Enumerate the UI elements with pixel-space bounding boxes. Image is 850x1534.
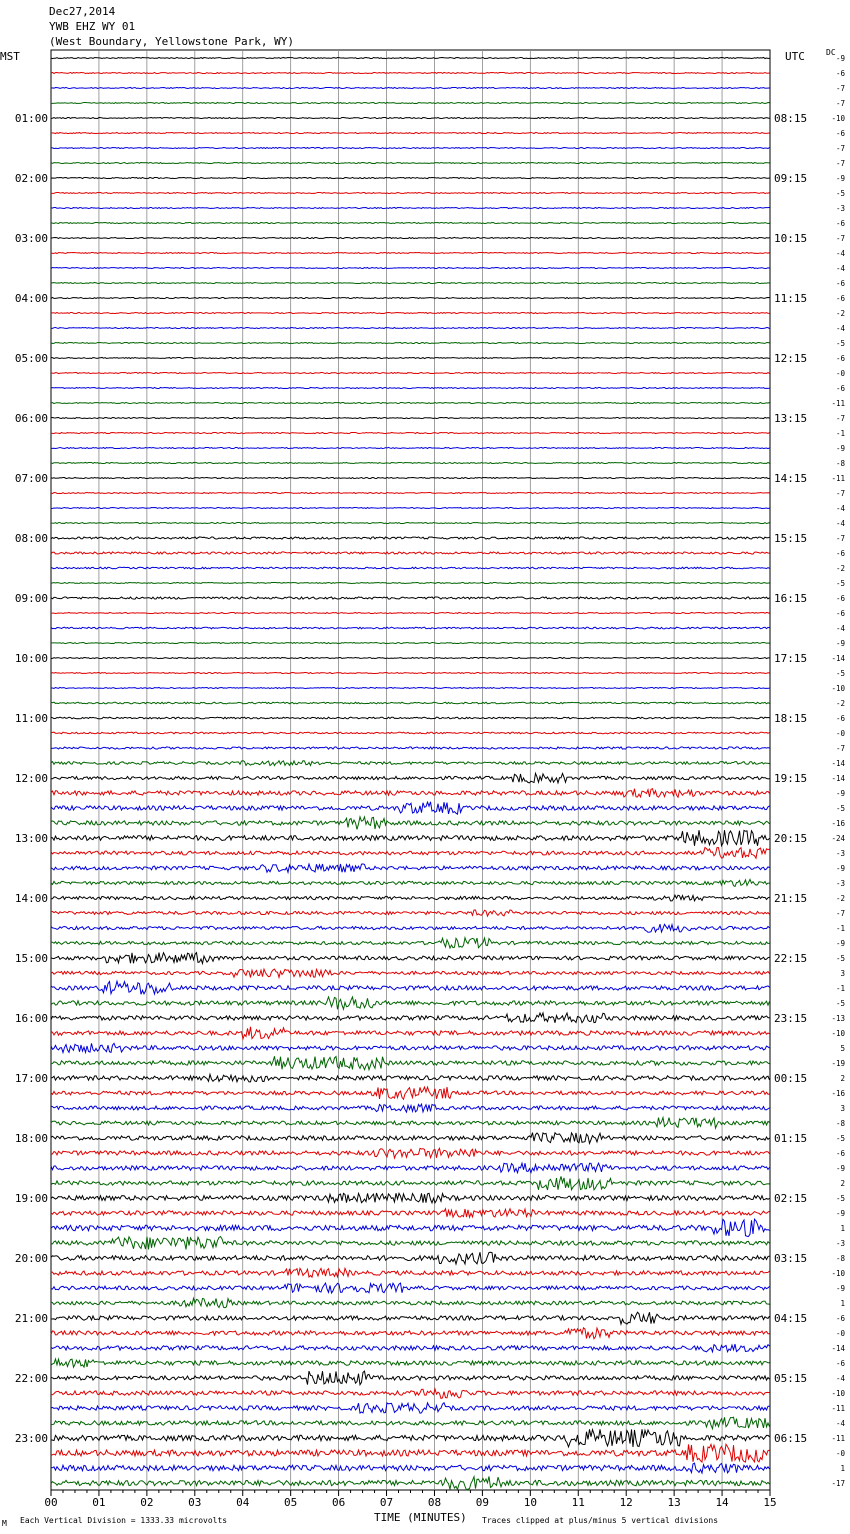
trace-row bbox=[51, 72, 770, 73]
dc-offset-label: -7 bbox=[835, 534, 845, 543]
trace-row bbox=[51, 1193, 770, 1203]
trace-row bbox=[51, 177, 770, 178]
dc-offset-label: -6 bbox=[835, 549, 845, 558]
trace-row bbox=[51, 597, 770, 599]
dc-offset-label: -9 bbox=[835, 1164, 845, 1173]
dc-offset-label: 1 bbox=[840, 1299, 845, 1308]
trace-row bbox=[51, 924, 770, 932]
right-hour-label: 10:15 bbox=[774, 232, 808, 245]
x-tick-label: 12 bbox=[619, 1496, 633, 1509]
dc-offset-label: -5 bbox=[835, 669, 845, 678]
trace-row bbox=[51, 1133, 770, 1144]
left-timezone-label: MST bbox=[0, 50, 20, 63]
x-tick-label: 02 bbox=[140, 1496, 154, 1509]
left-hour-label: 17:00 bbox=[14, 1072, 48, 1085]
dc-offset-label: -0 bbox=[835, 1329, 845, 1338]
trace-row bbox=[51, 747, 770, 749]
trace-row bbox=[51, 387, 770, 388]
dc-offset-label: -16 bbox=[831, 1089, 845, 1098]
left-hour-label: 12:00 bbox=[14, 772, 48, 785]
trace-row bbox=[51, 537, 770, 539]
dc-offset-label: -4 bbox=[835, 519, 845, 528]
trace-row bbox=[51, 102, 770, 103]
dc-offset-label: -3 bbox=[835, 1239, 845, 1248]
trace-row bbox=[51, 789, 770, 798]
trace-row bbox=[51, 1298, 770, 1307]
trace-row bbox=[51, 507, 770, 508]
trace-row bbox=[51, 687, 770, 688]
trace-row bbox=[51, 327, 770, 328]
trace-row bbox=[51, 267, 770, 268]
trace-row bbox=[51, 132, 770, 133]
trace-row bbox=[51, 1371, 770, 1385]
dc-offset-label: -3 bbox=[835, 204, 845, 213]
dc-offset-label: -1 bbox=[835, 924, 845, 933]
right-hour-label: 16:15 bbox=[774, 592, 808, 605]
right-hour-label: 05:15 bbox=[774, 1372, 808, 1385]
header-station: YWB EHZ WY 01 bbox=[49, 20, 136, 33]
trace-row bbox=[51, 222, 770, 223]
right-hour-label: 01:15 bbox=[774, 1132, 808, 1145]
dc-offset-label: -9 bbox=[835, 864, 845, 873]
x-tick-label: 13 bbox=[667, 1496, 681, 1509]
dc-offset-label: -5 bbox=[835, 189, 845, 198]
dc-offset-label: -7 bbox=[835, 414, 845, 423]
trace-row bbox=[51, 702, 770, 704]
dc-offset-label: -10 bbox=[831, 684, 845, 693]
x-tick-label: 03 bbox=[188, 1496, 202, 1509]
trace-row bbox=[51, 773, 770, 782]
dc-offset-label: -7 bbox=[835, 144, 845, 153]
right-hour-label: 03:15 bbox=[774, 1252, 808, 1265]
dc-offset-label: -4 bbox=[835, 249, 845, 258]
dc-offset-label: -17 bbox=[831, 1479, 845, 1488]
dc-offset-label: -2 bbox=[835, 894, 845, 903]
left-hour-label: 20:00 bbox=[14, 1252, 48, 1265]
trace-row bbox=[51, 672, 770, 673]
dc-offset-label: -24 bbox=[831, 834, 845, 843]
trace-row bbox=[51, 1359, 770, 1367]
right-hour-label: 08:15 bbox=[774, 112, 808, 125]
trace-row bbox=[51, 1312, 770, 1324]
dc-offset-label: -5 bbox=[835, 1194, 845, 1203]
right-hour-label: 09:15 bbox=[774, 172, 808, 185]
trace-row bbox=[51, 1027, 770, 1039]
dc-offset-label: -1 bbox=[835, 984, 845, 993]
dc-offset-label: -11 bbox=[831, 1404, 845, 1413]
trace-row bbox=[51, 1403, 770, 1413]
dc-offset-label: -14 bbox=[831, 1344, 845, 1353]
dc-offset-label: -3 bbox=[835, 879, 845, 888]
trace-row bbox=[51, 1417, 770, 1429]
trace-row bbox=[51, 342, 770, 343]
trace-row bbox=[51, 830, 770, 846]
trace-row bbox=[51, 567, 770, 569]
right-hour-label: 11:15 bbox=[774, 292, 808, 305]
dc-offset-label: -0 bbox=[835, 369, 845, 378]
dc-offset-label: -6 bbox=[835, 594, 845, 603]
dc-offset-label: -6 bbox=[835, 609, 845, 618]
corner-mark: M bbox=[2, 1519, 7, 1528]
dc-offset-label: -10 bbox=[831, 114, 845, 123]
trace-row bbox=[51, 1444, 770, 1462]
dc-offset-label: 2 bbox=[840, 1179, 845, 1188]
dc-offset-label: -10 bbox=[831, 1389, 845, 1398]
dc-offset-label: -6 bbox=[835, 1359, 845, 1368]
dc-offset-label: -7 bbox=[835, 84, 845, 93]
dc-offset-label: -5 bbox=[835, 804, 845, 813]
trace-row bbox=[51, 237, 770, 238]
dc-offset-label: 2 bbox=[840, 1074, 845, 1083]
trace-row bbox=[51, 1163, 770, 1173]
trace-row bbox=[51, 1268, 770, 1277]
dc-offset-label: -14 bbox=[831, 759, 845, 768]
trace-row bbox=[51, 1476, 770, 1490]
trace-row bbox=[51, 162, 770, 163]
label-layer bbox=[15, 54, 846, 1509]
x-tick-label: 04 bbox=[236, 1496, 250, 1509]
dc-offset-label: -11 bbox=[831, 399, 845, 408]
left-hour-label: 05:00 bbox=[14, 352, 48, 365]
trace-row bbox=[51, 357, 770, 358]
x-axis-title: TIME (MINUTES) bbox=[374, 1511, 467, 1524]
dc-offset-label: -6 bbox=[835, 1149, 845, 1158]
trace-row bbox=[51, 847, 770, 858]
dc-offset-label: -5 bbox=[835, 954, 845, 963]
trace-row bbox=[51, 462, 770, 463]
dc-offset-label: -8 bbox=[835, 459, 845, 468]
trace-row bbox=[51, 192, 770, 193]
dc-offset-label: -9 bbox=[835, 54, 845, 63]
dc-offset-label: -9 bbox=[835, 939, 845, 948]
left-hour-label: 18:00 bbox=[14, 1132, 48, 1145]
trace-row bbox=[51, 1056, 770, 1069]
dc-offset-label: -6 bbox=[835, 294, 845, 303]
left-hour-label: 11:00 bbox=[14, 712, 48, 725]
trace-row bbox=[51, 1283, 770, 1293]
dc-offset-label: -9 bbox=[835, 639, 845, 648]
right-hour-label: 19:15 bbox=[774, 772, 808, 785]
x-tick-label: 01 bbox=[92, 1496, 106, 1509]
trace-row bbox=[51, 938, 770, 948]
x-tick-label: 14 bbox=[715, 1496, 729, 1509]
dc-offset-label: -11 bbox=[831, 1434, 845, 1443]
dc-offset-label: 3 bbox=[840, 969, 845, 978]
trace-row bbox=[51, 732, 770, 734]
x-tick-label: 15 bbox=[763, 1496, 777, 1509]
trace-row bbox=[51, 1252, 770, 1264]
trace-row bbox=[51, 417, 770, 418]
x-tick-label: 08 bbox=[427, 1496, 442, 1509]
clip-note: Traces clipped at plus/minus 5 vertical divisions bbox=[482, 1516, 719, 1525]
x-tick-label: 07 bbox=[379, 1496, 394, 1509]
right-hour-label: 18:15 bbox=[774, 712, 808, 725]
dc-offset-label: -7 bbox=[835, 744, 845, 753]
right-hour-label: 17:15 bbox=[774, 652, 808, 665]
x-tick-label: 05 bbox=[284, 1496, 298, 1509]
trace-row bbox=[51, 477, 770, 478]
left-hour-label: 03:00 bbox=[14, 232, 48, 245]
dc-offset-label: 3 bbox=[840, 1104, 845, 1113]
trace-row bbox=[51, 627, 770, 629]
trace-row bbox=[51, 1328, 770, 1339]
dc-offset-label: -8 bbox=[835, 1119, 845, 1128]
dc-offset-label: -16 bbox=[831, 819, 845, 828]
trace-row bbox=[51, 1209, 770, 1217]
trace-row bbox=[51, 147, 770, 148]
dc-offset-label: -4 bbox=[835, 1419, 845, 1428]
right-hour-label: 06:15 bbox=[774, 1432, 808, 1445]
scale-note: Each Vertical Division = 1333.33 microvolts bbox=[20, 1516, 228, 1525]
trace-row bbox=[51, 522, 770, 523]
left-hour-label: 19:00 bbox=[14, 1192, 48, 1205]
x-tick-label: 11 bbox=[571, 1496, 585, 1509]
trace-row bbox=[51, 1219, 770, 1236]
right-hour-label: 23:15 bbox=[774, 1012, 808, 1025]
trace-row bbox=[51, 1087, 770, 1099]
right-hour-label: 13:15 bbox=[774, 412, 808, 425]
dc-offset-label: -19 bbox=[831, 1059, 845, 1068]
left-hour-label: 23:00 bbox=[14, 1432, 48, 1445]
trace-row bbox=[51, 1463, 770, 1473]
trace-row bbox=[51, 87, 770, 88]
right-hour-label: 00:15 bbox=[774, 1072, 808, 1085]
trace-row bbox=[51, 1429, 770, 1447]
right-hour-label: 02:15 bbox=[774, 1192, 808, 1205]
dc-offset-label: -0 bbox=[835, 1449, 845, 1458]
dc-offset-label: -2 bbox=[835, 699, 845, 708]
trace-row bbox=[51, 969, 770, 977]
trace-layer bbox=[51, 57, 770, 1490]
trace-row bbox=[51, 1104, 770, 1112]
trace-row bbox=[51, 717, 770, 719]
dc-offset-label: -6 bbox=[835, 279, 845, 288]
left-hour-label: 04:00 bbox=[14, 292, 48, 305]
dc-offset-label: 5 bbox=[840, 1044, 845, 1053]
dc-offset-label: -4 bbox=[835, 1374, 845, 1383]
dc-offset-label: -14 bbox=[831, 654, 845, 663]
trace-row bbox=[51, 657, 770, 658]
header-date: Dec27,2014 bbox=[49, 5, 116, 18]
trace-row bbox=[51, 997, 770, 1009]
left-hour-label: 10:00 bbox=[14, 652, 48, 665]
dc-offset-label: -4 bbox=[835, 264, 845, 273]
left-hour-label: 21:00 bbox=[14, 1312, 48, 1325]
dc-offset-label: -5 bbox=[835, 1134, 845, 1143]
dc-offset-label: -9 bbox=[835, 1209, 845, 1218]
dc-offset-label: -10 bbox=[831, 1029, 845, 1038]
trace-row bbox=[51, 953, 770, 964]
trace-row bbox=[51, 864, 770, 872]
trace-row bbox=[51, 910, 770, 916]
left-hour-label: 13:00 bbox=[14, 832, 48, 845]
dc-offset-label: -7 bbox=[835, 489, 845, 498]
dc-offset-label: -4 bbox=[835, 624, 845, 633]
trace-row bbox=[51, 895, 770, 901]
dc-offset-label: -5 bbox=[835, 579, 845, 588]
dc-offset-label: -1 bbox=[835, 429, 845, 438]
dc-offset-label: -6 bbox=[835, 354, 845, 363]
trace-row bbox=[51, 1148, 770, 1158]
dc-offset-label: -6 bbox=[835, 219, 845, 228]
left-hour-label: 07:00 bbox=[14, 472, 48, 485]
dc-offset-label: -10 bbox=[831, 1269, 845, 1278]
trace-row bbox=[51, 1344, 770, 1352]
dc-offset-label: -7 bbox=[835, 234, 845, 243]
trace-row bbox=[51, 57, 770, 58]
trace-row bbox=[51, 1074, 770, 1082]
dc-offset-label: -6 bbox=[835, 714, 845, 723]
left-hour-label: 09:00 bbox=[14, 592, 48, 605]
dc-offset-label: -6 bbox=[835, 69, 845, 78]
left-hour-label: 06:00 bbox=[14, 412, 48, 425]
trace-row bbox=[51, 1389, 770, 1398]
dc-offset-label: -8 bbox=[835, 1254, 845, 1263]
trace-row bbox=[51, 642, 770, 643]
dc-offset-label: -6 bbox=[835, 129, 845, 138]
trace-row bbox=[51, 312, 770, 313]
trace-row bbox=[51, 817, 770, 830]
dc-offset-label: -5 bbox=[835, 999, 845, 1008]
left-hour-label: 16:00 bbox=[14, 1012, 48, 1025]
trace-row bbox=[51, 432, 770, 433]
right-hour-label: 20:15 bbox=[774, 832, 808, 845]
dc-offset-label: -9 bbox=[835, 1284, 845, 1293]
trace-row bbox=[51, 282, 770, 283]
trace-row bbox=[51, 802, 770, 814]
grid-layer bbox=[51, 50, 770, 1496]
trace-row bbox=[51, 297, 770, 298]
dc-offset-label: -7 bbox=[835, 99, 845, 108]
dc-label: DC bbox=[826, 48, 836, 57]
dc-offset-label: -2 bbox=[835, 564, 845, 573]
dc-offset-label: -2 bbox=[835, 309, 845, 318]
dc-offset-label: -5 bbox=[835, 339, 845, 348]
dc-offset-label: 1 bbox=[840, 1224, 845, 1233]
left-hour-label: 15:00 bbox=[14, 952, 48, 965]
x-tick-label: 00 bbox=[44, 1496, 58, 1509]
trace-row bbox=[51, 252, 770, 253]
left-hour-label: 08:00 bbox=[14, 532, 48, 545]
trace-row bbox=[51, 1013, 770, 1023]
left-hour-label: 01:00 bbox=[14, 112, 48, 125]
trace-row bbox=[51, 402, 770, 403]
dc-offset-label: -7 bbox=[835, 909, 845, 918]
trace-row bbox=[51, 981, 770, 994]
header-location: (West Boundary, Yellowstone Park, WY) bbox=[49, 35, 295, 48]
trace-row bbox=[51, 582, 770, 583]
dc-offset-label: -9 bbox=[835, 789, 845, 798]
right-hour-label: 12:15 bbox=[774, 352, 808, 365]
dc-offset-label: -6 bbox=[835, 384, 845, 393]
dc-offset-label: -9 bbox=[835, 174, 845, 183]
x-tick-label: 09 bbox=[475, 1496, 490, 1509]
right-hour-label: 04:15 bbox=[774, 1312, 808, 1325]
trace-row bbox=[51, 612, 770, 613]
left-hour-label: 14:00 bbox=[14, 892, 48, 905]
right-hour-label: 14:15 bbox=[774, 472, 808, 485]
dc-offset-label: -4 bbox=[835, 324, 845, 333]
dc-offset-label: -4 bbox=[835, 504, 845, 513]
trace-row bbox=[51, 372, 770, 373]
right-hour-label: 22:15 bbox=[774, 952, 808, 965]
trace-row bbox=[51, 1118, 770, 1129]
dc-offset-label: -14 bbox=[831, 774, 845, 783]
x-tick-label: 10 bbox=[523, 1496, 537, 1509]
trace-row bbox=[51, 761, 770, 766]
dc-offset-label: -7 bbox=[835, 159, 845, 168]
dc-offset-label: -11 bbox=[831, 474, 845, 483]
dc-offset-label: -3 bbox=[835, 849, 845, 858]
dc-offset-label: -6 bbox=[835, 1314, 845, 1323]
x-tick-label: 06 bbox=[331, 1496, 346, 1509]
dc-offset-label: 1 bbox=[840, 1464, 845, 1473]
trace-row bbox=[51, 552, 770, 554]
left-hour-label: 22:00 bbox=[14, 1372, 48, 1385]
dc-offset-label: -13 bbox=[831, 1014, 845, 1023]
trace-row bbox=[51, 1176, 770, 1190]
left-hour-label: 02:00 bbox=[14, 172, 48, 185]
trace-row bbox=[51, 1043, 770, 1052]
trace-row bbox=[51, 879, 770, 886]
trace-row bbox=[51, 117, 770, 118]
right-timezone-label: UTC bbox=[785, 50, 805, 63]
trace-row bbox=[51, 492, 770, 493]
right-hour-label: 21:15 bbox=[774, 892, 808, 905]
dc-offset-label: -0 bbox=[835, 729, 845, 738]
dc-offset-label: -9 bbox=[835, 444, 845, 453]
trace-row bbox=[51, 207, 770, 208]
right-hour-label: 15:15 bbox=[774, 532, 808, 545]
trace-row bbox=[51, 447, 770, 448]
trace-row bbox=[51, 1237, 770, 1250]
